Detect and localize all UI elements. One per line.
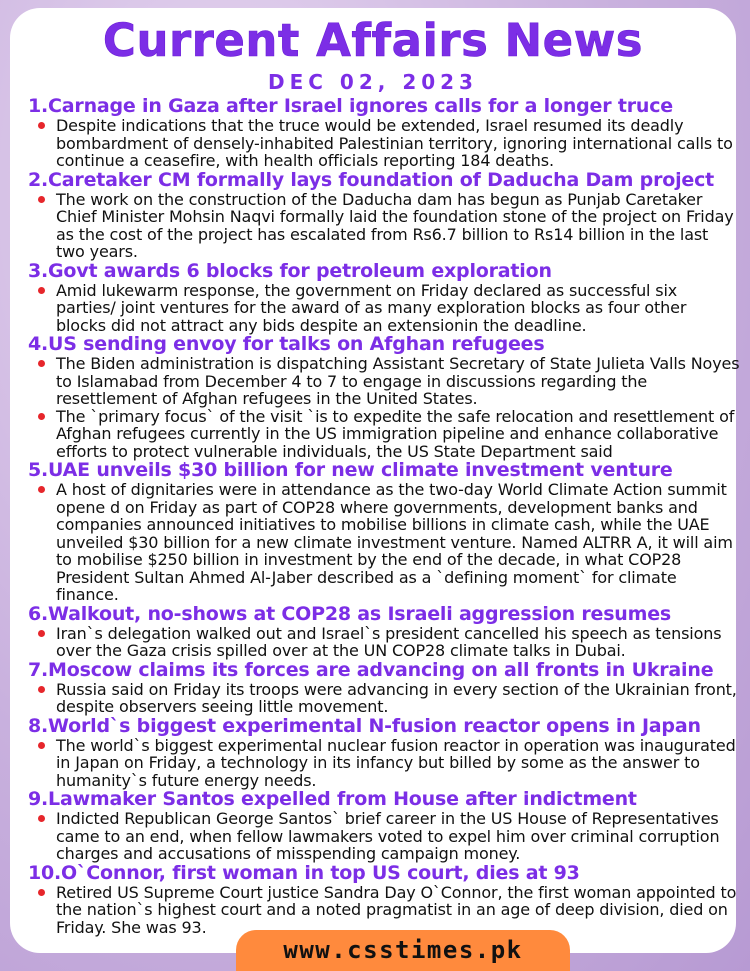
- news-bullets: [28, 355, 740, 460]
- news-bullet-text: Amid lukewarm response, the government on Friday declared as successful six parties/ joint ventures for the award of as many exploration blocks as four other blocks did not attract any bids despite an extensionin the deadline.: [56, 280, 687, 335]
- news-bullets: [28, 191, 740, 261]
- news-item: [28, 863, 740, 937]
- bullet-dot-icon: [38, 630, 45, 637]
- news-item: [28, 789, 740, 863]
- news-headline: 9.Lawmaker Santos expelled from House after indictment: [28, 788, 637, 810]
- news-bullet: [28, 282, 740, 335]
- news-item: [28, 261, 740, 335]
- news-item: [28, 460, 740, 604]
- news-headline: 4.US sending envoy for talks on Afghan refugees: [28, 333, 545, 355]
- bullet-dot-icon: [38, 889, 45, 896]
- news-bullet-text: Despite indications that the truce would be extended, Israel resumed its deadly bombardment of densely-inhabited Palestinian territory, ignoring international calls to continue a ceasefire, with health officials reporting 184 deaths.: [56, 116, 733, 170]
- news-headline: 7.Moscow claims its forces are advancing on all fronts in Ukraine: [28, 658, 714, 681]
- news-item: [28, 96, 740, 170]
- bullet-dot-icon: [38, 122, 45, 129]
- news-bullet-text: The Biden administration is dispatching Assistant Secretary of State Julieta Valls Noyes to Islamabad from December 4 to 7 to engage in discussions regarding the resettlement of Afghan refugees in the United States.: [56, 354, 740, 408]
- news-bullet-text: The world`s biggest experimental nuclear fusion reactor in operation was inaugurated in Japan on Friday, a technology in its infancy but billed by some as the answer to humanity`s future energy needs.: [56, 735, 736, 790]
- news-headline: 1.Carnage in Gaza after Israel ignores calls for a longer truce: [28, 95, 673, 117]
- bullet-dot-icon: [38, 287, 45, 294]
- bullet-dot-icon: [38, 742, 45, 749]
- website-url[interactable]: www.csstimes.pk: [283, 936, 523, 964]
- news-bullets: [28, 117, 740, 170]
- news-headline: 6.Walkout, no-shows at COP28 as Israeli aggression resumes: [28, 602, 672, 625]
- news-bullet-text: Retired US Supreme Court justice Sandra Day O`Connor, the first woman appointed to the nation`s highest court and a noted pragmatist in an age of deep division, died on Friday. She was 93.: [56, 882, 737, 937]
- news-bullets: [28, 737, 740, 790]
- news-bullet: [28, 681, 740, 716]
- news-bullet: [28, 481, 740, 604]
- news-bullet-text: Indicted Republican George Santos` brief career in the US House of Representatives came to an end, when fellow lawmakers voted to expel him over criminal corruption charges and accusations of misspending campaign money.: [56, 809, 720, 863]
- news-headline: 5.UAE unveils $30 billion for new climate investment venture: [28, 459, 673, 481]
- news-item: [28, 716, 740, 790]
- news-bullet: [28, 408, 740, 461]
- news-list: [28, 96, 740, 936]
- news-bullet: [28, 355, 740, 408]
- news-bullet: [28, 117, 740, 170]
- news-item: [28, 334, 740, 460]
- news-item: [28, 170, 740, 261]
- bullet-dot-icon: [38, 686, 45, 693]
- bullet-dot-icon: [38, 486, 45, 493]
- news-bullet: [28, 191, 740, 261]
- news-headline: 3.Govt awards 6 blocks for petroleum exploration: [28, 259, 552, 282]
- news-bullets: [28, 810, 740, 863]
- website-banner: [236, 930, 570, 971]
- bullet-dot-icon: [38, 196, 45, 203]
- news-headline: 8.World`s biggest experimental N-fusion reactor opens in Japan: [28, 714, 701, 737]
- news-card: [10, 8, 740, 953]
- news-bullet-text: Russia said on Friday its troops were advancing in every section of the Ukrainian front, despite observers seeing little movement.: [56, 679, 737, 716]
- news-bullet-text: A host of dignitaries were in attendance as the two-day World Climate Action summit opene d on Friday as part of COP28 where governments, development banks and companies announced initiatives to mobilise billions in climate cash, while the UAE unveiled $30 billion for a new climate investment venture. Named ALTRR A, it will aim to mobilise $250 billion in investment by the end of the decade, in what COP28 President Sultan Ahmed Al-Jaber described as a `defining moment` for climate finance.: [56, 480, 733, 604]
- news-bullets: [28, 681, 740, 716]
- news-item: [28, 660, 740, 716]
- news-bullet-text: The `primary focus` of the visit `is to expedite the safe relocation and resettlement of Afghan refugees currently in the US immigration pipeline and enhance collaborative efforts to protect vulnerable individuals, the US State Department said: [56, 406, 735, 461]
- bullet-dot-icon: [38, 815, 45, 822]
- news-headline: 2.Caretaker CM formally lays foundation of Daducha Dam project: [28, 168, 715, 191]
- news-bullet-text: The work on the construction of the Daducha dam has begun as Punjab Caretaker Chief Minister Mohsin Naqvi formally laid the foundation stone of the project on Friday as the cost of the project has escalated from Rs6.7 billion to Rs14 billion in the last two years.: [56, 189, 734, 261]
- news-bullet-text: Iran`s delegation walked out and Israel`s president cancelled his speech as tensions over the Gaza crisis spilled over at the UN COP28 climate talks in Dubai.: [56, 623, 722, 660]
- news-bullet: [28, 810, 740, 863]
- news-bullets: [28, 884, 740, 937]
- bullet-dot-icon: [38, 413, 45, 420]
- bullet-dot-icon: [38, 360, 45, 367]
- news-bullet: [28, 737, 740, 790]
- page-date: DEC 02, 2023: [268, 70, 478, 94]
- news-headline: 10.O`Connor, first woman in top US court, dies at 93: [28, 861, 580, 884]
- news-bullets: [28, 282, 740, 335]
- news-bullets: [28, 625, 740, 660]
- news-bullet: [28, 625, 740, 660]
- news-item: [28, 604, 740, 660]
- news-bullet: [28, 884, 740, 937]
- news-bullets: [28, 481, 740, 604]
- page-title: Current Affairs News: [102, 14, 644, 67]
